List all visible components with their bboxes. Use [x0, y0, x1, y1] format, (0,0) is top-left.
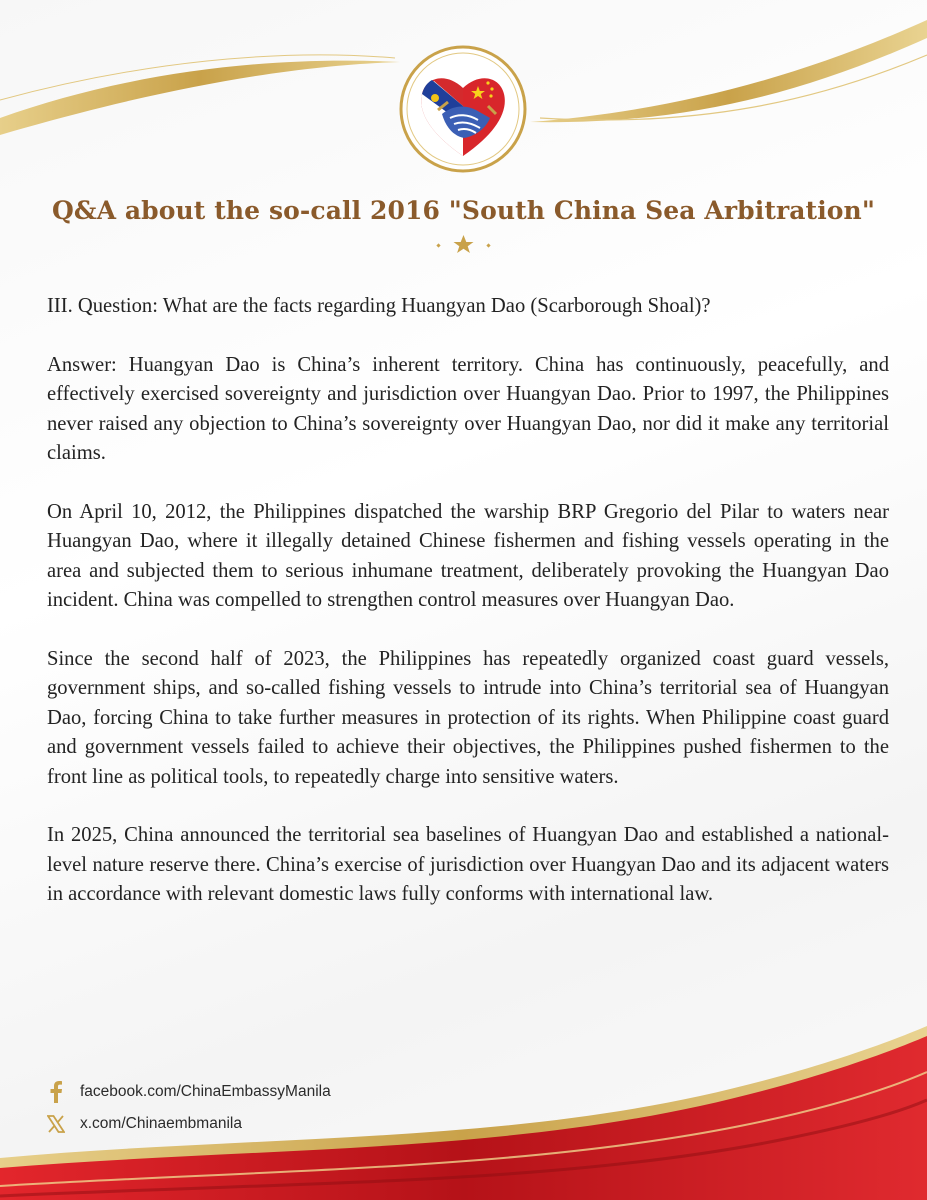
title-divider	[240, 232, 687, 256]
paragraph-2025-baselines: In 2025, China announced the territorial sea baselines of Huangyan Dao and established a national-level nature reserve there. China’s exercise of jurisdiction over Huangyan Dao and its adjacent waters in accordance with relevant domestic laws fully conforms with international law.	[47, 824, 889, 905]
facebook-url: facebook.com/ChinaEmbassyManila	[80, 1083, 331, 1100]
question-text: III. Question: What are the facts regarding Huangyan Dao (Scarborough Shoal)?	[47, 295, 711, 317]
handshake-heart-emblem-icon	[398, 44, 528, 174]
answer-paragraph: Answer: Huangyan Dao is China’s inherent territory. China has continuously, peacefully, and effectively exercised sovereignty and jurisdiction over Huangyan Dao. Prior to 1997, the Philippines never raised any objection to China’s sovereignty over Huangyan Dao, nor did it make any territorial claims.	[47, 353, 889, 464]
top-left-gold-swoosh	[0, 61, 400, 135]
x-icon	[42, 1115, 70, 1133]
facebook-link[interactable]	[42, 1080, 382, 1104]
top-right-gold-swoosh	[530, 20, 927, 122]
facebook-icon	[42, 1081, 70, 1103]
qa-body	[47, 292, 889, 939]
paragraph-2012-incident: On April 10, 2012, the Philippines dispatched the warship BRP Gregorio del Pilar to waters near Huangyan Dao, where it illegally detained Chinese fishermen and fishing vessels operating in the area and subjected them to serious inhumane treatment, deliberately provoking the Huangyan Dao incident. China was compelled to strengthen control measures over Huangyan Dao.	[47, 500, 889, 611]
star-icon	[454, 235, 474, 253]
page-title: Q&A about the so-call 2016 "South China Sea Arbitration"	[52, 196, 875, 225]
x-link[interactable]	[42, 1112, 382, 1136]
paragraph-2023-intrusions: Since the second half of 2023, the Philippines has repeatedly organized coast guard vessels, government ships, and so-called fishing vessels to intrude into China’s territorial sea of Huangyan Dao, forcing China to take further measures in protection of its rights. When Philippine coast guard and government vessels failed to achieve their objectives, the Philippines pushed fishermen to the front line as political tools, to repeatedly charge into sensitive waters.	[47, 647, 889, 788]
x-url: x.com/Chinaembmanila	[80, 1115, 242, 1132]
